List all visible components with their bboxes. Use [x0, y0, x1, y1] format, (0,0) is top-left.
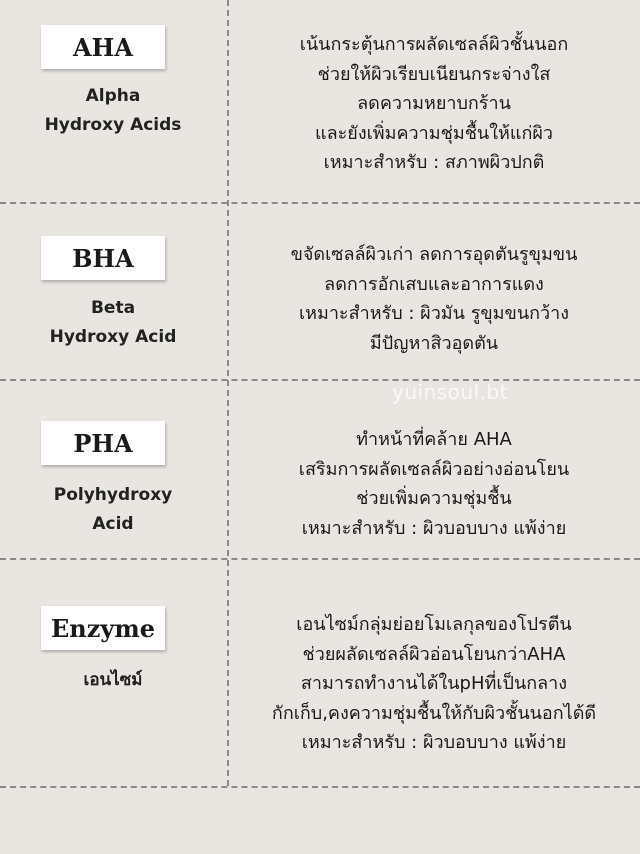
description-line: เหมาะสำหรับ : ผิวบอบบาง แพ้ง่าย — [301, 517, 567, 539]
description-line: เอนไซม์กลุ่มย่อยโมเลกุลของโปรตีน — [296, 614, 572, 635]
description-line: ช่วยผลัดเซลล์ผิวอ่อนโยนกว่าAHA — [302, 643, 566, 665]
subtitle-line: Hydroxy Acid — [49, 327, 177, 347]
subtitle-line: Acid — [92, 514, 134, 534]
description-line: เหมาะสำหรับ : ผิวมัน รูขุมขนกว้าง — [298, 303, 570, 324]
row-divider — [0, 558, 640, 560]
subtitle-pha — [0, 481, 226, 539]
subtitle-line: Beta — [90, 298, 136, 318]
description-line: ลดความหยาบกร้าน — [357, 93, 511, 114]
description-bha — [228, 240, 640, 358]
row-divider — [0, 786, 640, 788]
description-enzyme — [228, 610, 640, 758]
subtitle-line: Polyhydroxy — [53, 485, 173, 505]
row-divider — [0, 379, 640, 381]
description-line: เหมาะสำหรับ : สภาพผิวปกติ — [323, 152, 545, 173]
row-divider — [0, 202, 640, 204]
badge-pha: PHA — [41, 421, 165, 465]
watermark: yuinsoul.bt — [392, 380, 509, 404]
description-aha — [228, 30, 640, 178]
description-line: มีปัญหาสิวอุดตัน — [369, 332, 499, 354]
description-line: ลดการอักเสบและอาการแดง — [324, 273, 544, 295]
description-line: สามารถทำงานได้ในpHที่เป็นกลาง — [300, 673, 568, 694]
description-line: ช่วยเพิ่มความชุ่มชื้น — [356, 488, 512, 509]
badge-enzyme: Enzyme — [41, 606, 165, 650]
description-line: เสริมการผลัดเซลล์ผิวอย่างอ่อนโยน — [298, 458, 570, 480]
description-line: ขจัดเซลล์ผิวเก่า ลดการอุดตันรูขุมขน — [290, 244, 578, 265]
subtitle-enzyme — [0, 666, 226, 695]
description-line: ทำหน้าที่คล้าย AHA — [356, 429, 512, 450]
description-line: กักเก็บ,คงความชุ่มชื้นให้กับผิวชั้นนอกได้ดี — [271, 702, 597, 724]
description-pha — [228, 425, 640, 543]
description-line: เหมาะสำหรับ : ผิวบอบบาง แพ้ง่าย — [301, 732, 567, 753]
description-line: และยังเพิ่มความชุ่มชื้นให้แก่ผิว — [314, 122, 554, 144]
subtitle-aha — [0, 82, 226, 140]
badge-aha: AHA — [41, 25, 165, 69]
subtitle-line: เอนไซม์ — [83, 670, 143, 690]
subtitle-line: Alpha — [85, 86, 141, 106]
description-line: เน้นกระตุ้นการผลัดเซลล์ผิวชั้นนอก — [299, 34, 569, 55]
subtitle-bha — [0, 294, 226, 352]
description-line: ช่วยให้ผิวเรียบเนียนกระจ่างใส — [317, 63, 551, 85]
badge-bha: BHA — [41, 236, 165, 280]
subtitle-line: Hydroxy Acids — [44, 115, 182, 135]
row-aha — [0, 0, 640, 202]
